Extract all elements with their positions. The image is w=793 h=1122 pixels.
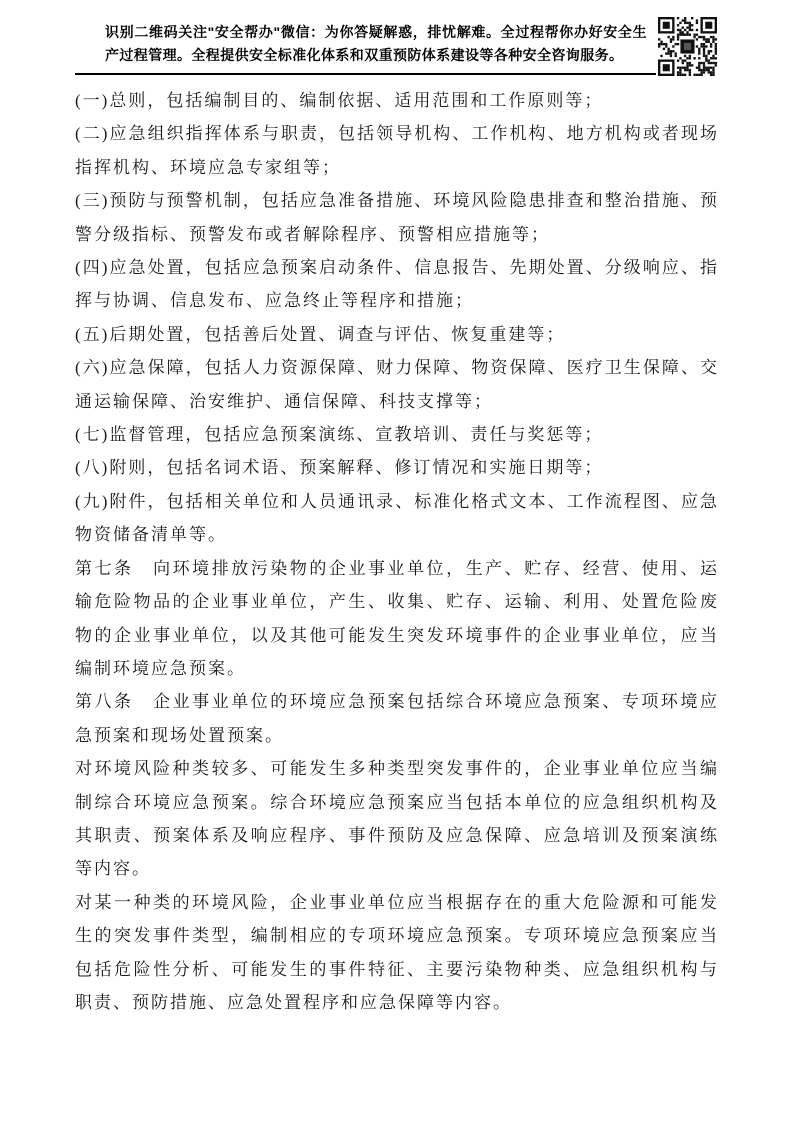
wechat-qr-code-icon [658, 17, 717, 76]
paragraph-item-5: (五)后期处置，包括善后处置、调查与评估、恢复重建等； [75, 324, 566, 344]
document-body [75, 84, 719, 1019]
paragraph-article-7: 第七条 向环境排放污染物的企业事业单位，生产、贮存、经营、使用、运输危险物品的企业事业单位，产生、收集、贮存、运输、利用、处置危险废物的企业事业单位，以及其他可能发生突发环境事件的企业事业单位，应当编制环境应急预案。 [75, 558, 719, 678]
paragraph-comprehensive-plan: 对环境风险种类较多、可能发生多种类型突发事件的，企业事业单位应当编制综合环境应急预案。综合环境应急预案应当包括本单位的应急组织机构及其职责、预案体系及响应程序、事件预防及应急保障、应急培训及预案演练等内容。 [75, 759, 719, 879]
paragraph-item-6: (六)应急保障，包括人力资源保障、财力保障、物资保障、医疗卫生保障、交通运输保障、治安维护、通信保障、科技支撑等； [75, 358, 719, 411]
paragraph-item-9: (九)附件，包括相关单位和人员通讯录、标准化格式文本、工作流程图、应急物资储备清单等。 [75, 491, 719, 545]
paragraph-special-plan: 对某一种类的环境风险，企业事业单位应当根据存在的重大危险源和可能发生的突发事件类型，编制相应的专项环境应急预案。专项环境应急预案应当包括危险性分析、可能发生的事件特征、主要污染物种类、应急组织机构与职责、预防措施、应急处置程序和应急保障等内容。 [75, 892, 719, 1012]
paragraph-item-4: (四)应急处置，包括应急预案启动条件、信息报告、先期处置、分级响应、指挥与协调、信息发布、应急终止等程序和措施； [75, 258, 719, 311]
header-notice-text: 识别二维码关注"安全帮办"微信：为你答疑解惑，排忧解难。全过程帮你办好安全生产过程管理。全程提供安全标准化体系和双重预防体系建设等各种安全咨询服务。 [105, 24, 647, 63]
paragraph-item-1: (一)总则，包括编制目的、编制依据、适用范围和工作原则等； [75, 91, 604, 110]
paragraph-item-7: (七)监督管理，包括应急预案演练、宣教培训、责任与奖惩等； [75, 425, 604, 445]
paragraph-item-8: (八)附则，包括名词术语、预案解释、修订情况和实施日期等； [75, 458, 604, 478]
paragraph-article-8: 第八条 企业事业单位的环境应急预案包括综合环境应急预案、专项环境应急预案和现场处置预案。 [75, 692, 719, 745]
header-divider [75, 73, 656, 75]
paragraph-item-3: (三)预防与预警机制，包括应急准备措施、环境风险隐患排查和整治措施、预警分级指标、预警发布或者解除程序、预警相应措施等； [75, 191, 719, 244]
paragraph-item-2: (二)应急组织指挥体系与职责，包括领导机构、工作机构、地方机构或者现场指挥机构、环境应急专家组等； [75, 124, 719, 177]
